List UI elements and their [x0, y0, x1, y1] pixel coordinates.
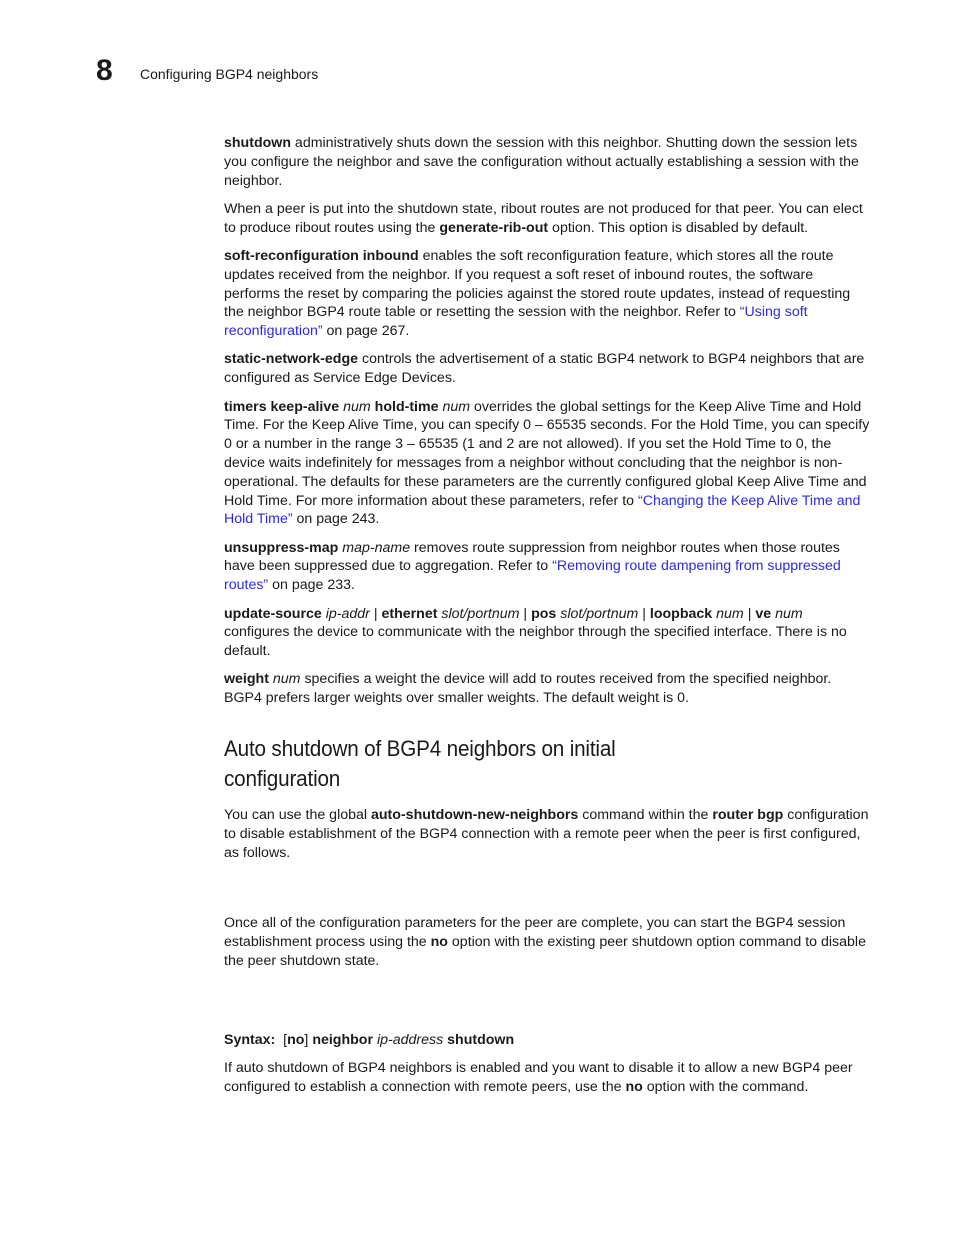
link-soft-reconfiguration[interactable]: “Using soft reconfiguration” — [224, 304, 808, 340]
keyword: ethernet — [381, 605, 438, 622]
keyword: timers keep-alive — [224, 398, 340, 415]
argument: num — [272, 671, 301, 688]
keyword: soft-reconfiguration inbound — [224, 247, 419, 264]
keyword: shutdown — [224, 135, 291, 151]
keyword: unsuppress-map — [224, 539, 339, 556]
argument: map-name — [342, 539, 411, 556]
param-weight: weight num specifies a weight the device will add to routes received from the specified neighbor. BGP4 prefers larger weights over smaller weights. The default weight is 0. — [224, 671, 832, 707]
argument: num — [716, 605, 744, 622]
argument: num — [343, 398, 371, 415]
keyword: auto-shutdown-new-neighbors — [371, 807, 579, 824]
argument: num — [442, 398, 471, 415]
keyword: no — [625, 1078, 643, 1095]
keyword: shutdown — [447, 1031, 515, 1048]
section-heading: Auto shutdown of BGP4 neighbors on initial configuration — [224, 736, 616, 792]
once-paragraph: Once all of the configuration parameters for the peer are complete, you can start the BGP4 session establishment process using the no option with the existing peer shutdown option command to disable the peer shutdown state. — [224, 915, 866, 969]
argument: ip-addr — [325, 605, 370, 622]
keyword: update-source — [224, 605, 322, 622]
argument: slot/portnum — [560, 605, 639, 622]
section-intro: You can use the global auto-shutdown-new-neighbors command within the router bgp configuration to disable establishment of the BGP4 connection with a remote peer when the peer is first configured, as follows. — [224, 807, 869, 861]
keyword: loopback — [649, 605, 713, 622]
page-body — [224, 134, 870, 1106]
link-keep-alive-hold-time[interactable]: “Changing the Keep Alive Time and Hold Time” — [224, 492, 861, 528]
keyword: pos — [531, 605, 557, 622]
keyword: no — [287, 1031, 305, 1048]
syntax-label: Syntax: — [224, 1031, 276, 1048]
keyword: no — [430, 934, 448, 951]
argument: ip-address — [376, 1031, 444, 1048]
argument: slot/portnum — [441, 605, 520, 622]
peer-shutdown-paragraph: When a peer is put into the shutdown state, ribout routes are not produced for that peer. You can elect to produce ribout routes using the generate-rib-out option. This option is disabled by default. — [224, 200, 863, 236]
syntax-line: Syntax: [no] neighbor ip-address shutdown — [224, 1031, 515, 1048]
keyword: generate-rib-out — [439, 219, 549, 236]
running-header: Configuring BGP4 neighbors — [140, 66, 319, 82]
param-update-source: update-source ip-addr | ethernet slot/portnum | pos slot/portnum | loopback num | ve num configures the device to communicate with the neighbor through the specified interface. There is no default. — [224, 605, 847, 660]
param-shutdown: shutdown administratively shuts down the session with this neighbor. Shutting down the session lets you configure the neighbor and save the configuration without actually establishing a session with the neighbor. — [224, 135, 859, 189]
param-unsuppress-map: unsuppress-map map-name removes route suppression from neighbor routes when those routes have been suppressed due to aggregation. Refer to “Removing route dampening from suppressed routes” on page 233. — [224, 539, 841, 594]
chapter-number: 8 — [96, 54, 113, 87]
param-timers: timers keep-alive num hold-time num overrides the global settings for the Keep Alive Time and Hold Time. For the Keep Alive Time, you can specify 0 – 65535 seconds. For the Hold Time, you can specify 0 or a number in the range 3 – 65535 (1 and 2 are not allowed). If you set the Hold Time to 0, the device waits indefinitely for messages from a neighbor without concluding that the neighbor is non-operational. The defaults for these parameters are the currently configured global Keep Alive Time and Hold Time. For more information about these parameters, refer to “Changing the Keep Alive Time and Hold Time” on page 243. — [224, 398, 870, 528]
param-static-network-edge: static-network-edge controls the advertisement of a static BGP4 network to BGP4 neighbors that are configured as Service Edge Devices. — [224, 351, 865, 387]
link-route-dampening[interactable]: “Removing route dampening from suppressed routes” — [224, 558, 841, 594]
keyword: ve — [755, 605, 772, 622]
keyword: hold-time — [374, 398, 439, 415]
keyword: neighbor — [312, 1031, 373, 1048]
param-soft-reconfiguration: soft-reconfiguration inbound enables the soft reconfiguration feature, which stores all the route updates received from the neighbor. If you request a soft reset of inbound routes, the software performs the reset by comparing the policies against the stored route updates, instead of requesting the neighbor BGP4 route table or resetting the session with the neighbor. Refer to “Using soft reconfiguration” on page 267. — [224, 247, 851, 340]
final-paragraph: If auto shutdown of BGP4 neighbors is enabled and you want to disable it to allow a new BGP4 peer configured to establish a connection with remote peers, use the no option with the command. — [224, 1060, 853, 1095]
keyword: weight — [224, 671, 269, 688]
argument: num — [775, 605, 803, 622]
keyword: static-network-edge — [224, 351, 359, 368]
keyword: router bgp — [712, 807, 784, 824]
